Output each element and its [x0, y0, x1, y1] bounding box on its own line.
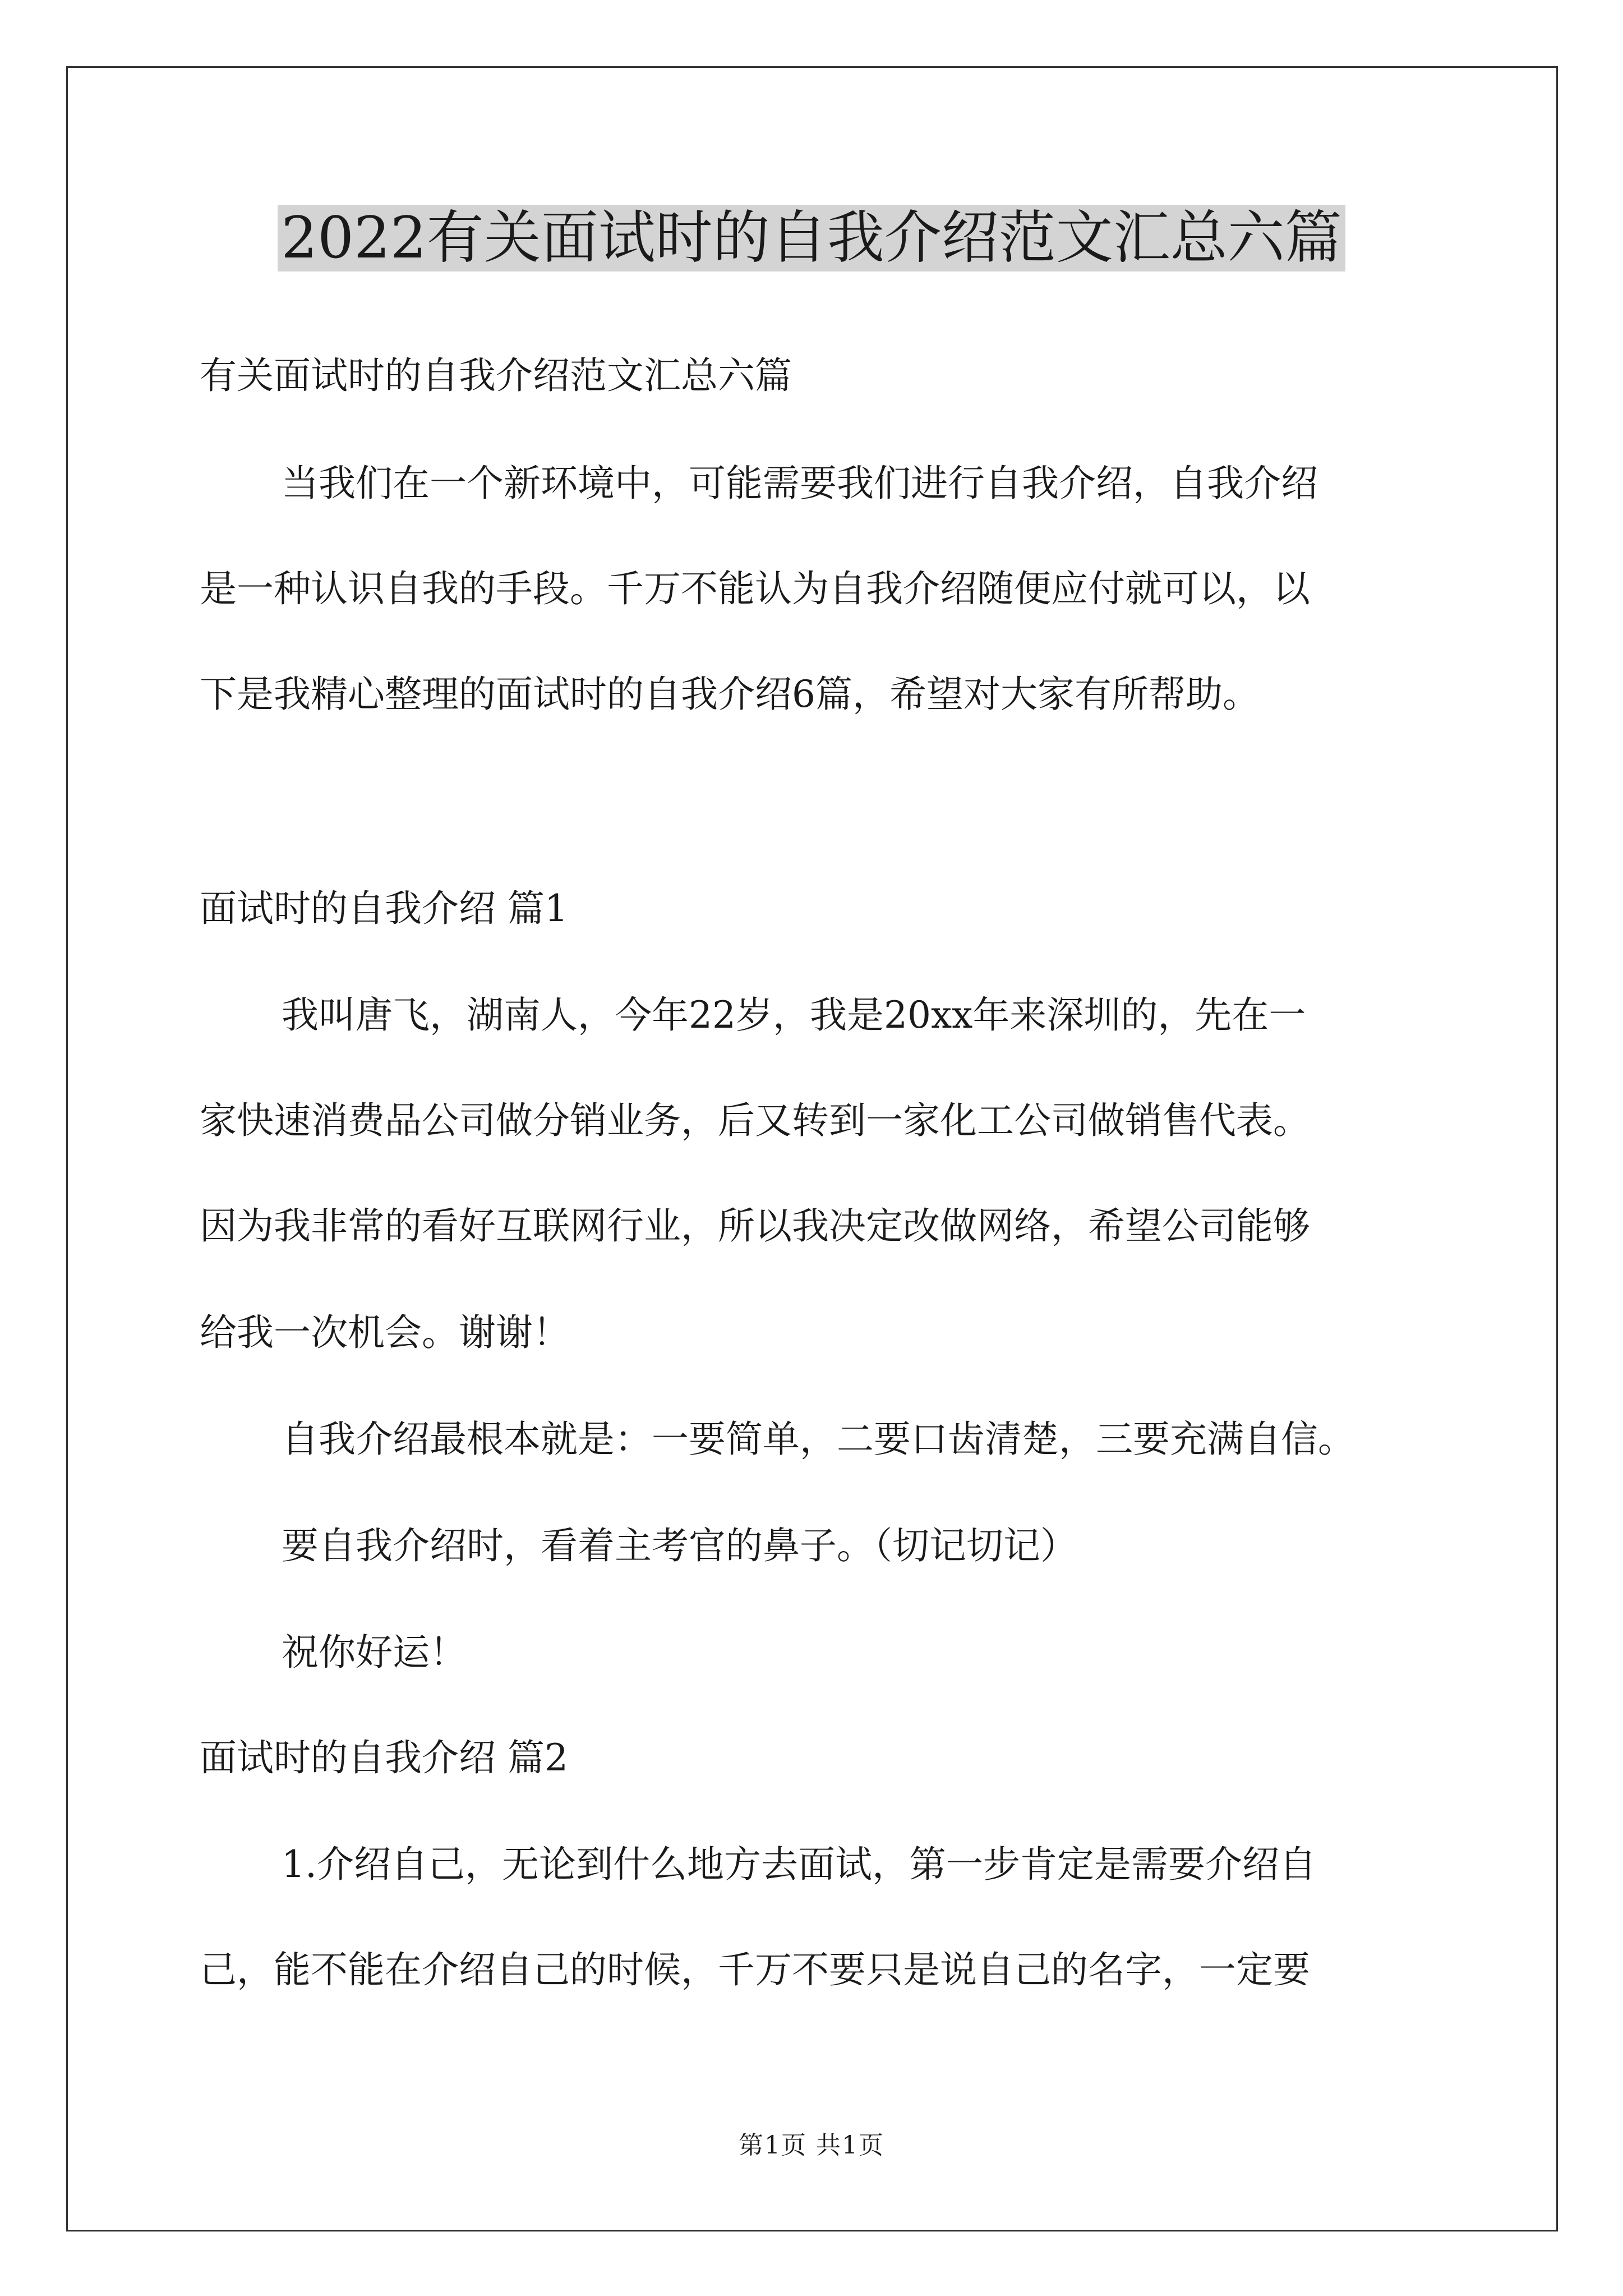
- intro-line-2: 是一种认识自我的手段。千万不能认为自我介绍随便应付就可以，以: [200, 567, 1310, 610]
- section-1-para-1-line-4: 给我一次机会。谢谢！: [200, 1311, 570, 1354]
- section-1-para-2: 自我介绍最根本就是：一要简单，二要口齿清楚，三要充满自信。: [282, 1418, 1355, 1461]
- intro-line-3: 下是我精心整理的面试时的自我介绍6篇，希望对大家有所帮助。: [200, 673, 1260, 716]
- section-1-heading: 面试时的自我介绍 篇1: [200, 887, 568, 930]
- document-subtitle: 有关面试时的自我介绍范文汇总六篇: [200, 354, 792, 397]
- section-1-para-3: 要自我介绍时，看着主考官的鼻子。（切记切记）: [282, 1524, 1077, 1567]
- page-number-footer: 第1页 共1页: [739, 2131, 884, 2160]
- section-1-para-4: 祝你好运！: [282, 1631, 467, 1674]
- section-1-para-1-line-2: 家快速消费品公司做分销业务，后又转到一家化工公司做销售代表。: [200, 1099, 1310, 1142]
- section-1-para-1-line-3: 因为我非常的看好互联网行业，所以我决定改做网络，希望公司能够: [200, 1204, 1310, 1248]
- section-2-heading: 面试时的自我介绍 篇2: [200, 1736, 568, 1779]
- section-2-para-1-line-2: 己，能不能在介绍自己的时候，千万不要只是说自己的名字，一定要: [200, 1948, 1310, 1991]
- intro-line-1: 当我们在一个新环境中，可能需要我们进行自我介绍，自我介绍: [282, 462, 1318, 505]
- section-2-para-1-line-1: 1.介绍自己，无论到什么地方去面试，第一步肯定是需要介绍自: [282, 1843, 1316, 1886]
- document-title: 2022有关面试时的自我介绍范文汇总六篇: [0, 196, 1623, 280]
- section-1-para-1-line-1: 我叫唐飞，湖南人，今年22岁，我是20xx年来深圳的，先在一: [282, 993, 1306, 1037]
